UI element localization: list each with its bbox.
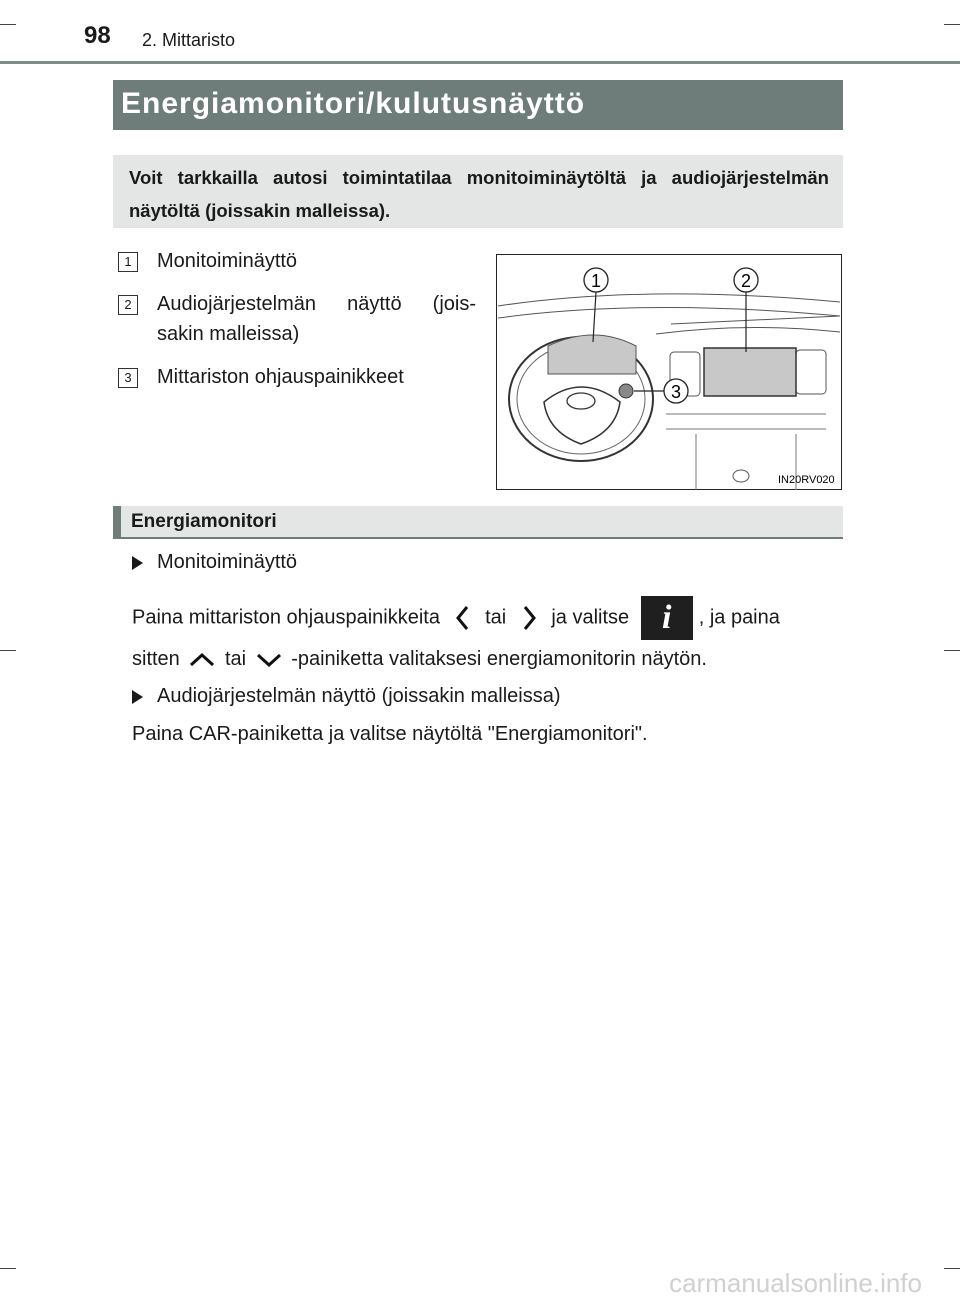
legend-number: 2 [118, 295, 138, 315]
crop-mark [944, 650, 960, 651]
info-icon: i [641, 596, 693, 640]
header-rule [0, 61, 960, 64]
callout-3: 3 [670, 382, 682, 402]
subsection-heading: Energiamonitori [113, 506, 843, 539]
para-text: Paina mittariston ohjauspainikkeita [132, 606, 440, 629]
legend-number: 1 [118, 252, 138, 272]
legend-text-cont: sakin malleissa) [157, 323, 300, 345]
chevron-up-icon [185, 649, 219, 671]
paragraph-instructions [132, 596, 780, 640]
watermark: carmanualsonline.info [669, 1268, 922, 1298]
callout-1: 1 [590, 271, 602, 291]
legend-number: 3 [118, 368, 138, 388]
paragraph-car-button: Paina CAR-painiketta ja valitse näytöltä "Energiamonitori". [132, 723, 648, 745]
bullet-audio [132, 685, 561, 708]
intro-text: Voit tarkkailla autosi toimintatilaa monitoiminäytöltä ja audiojärjestelmän näytöltä (joissakin malleissa). [129, 167, 829, 221]
figure-code: IN20RV020 [778, 474, 835, 486]
bullet-text: Audiojärjestelmän näyttö (joissakin malleissa) [157, 685, 561, 707]
para-text: tai [485, 606, 507, 629]
para-text: ja valitse [551, 606, 630, 629]
dashboard-illustration [496, 254, 842, 490]
legend-text: Monitoiminäyttö [157, 250, 298, 272]
legend-text: Audiojärjestelmän näyttö (jois- [157, 293, 476, 315]
legend-item [118, 362, 476, 392]
bullet-monitor [132, 551, 297, 574]
paragraph-instructions-cont [132, 644, 707, 674]
crop-mark [0, 650, 16, 651]
chevron-left-icon [446, 603, 480, 633]
legend-text: Mittariston ohjauspainikkeet [157, 366, 404, 388]
para-text: sitten [132, 648, 180, 670]
legend-item [118, 289, 476, 349]
callout-2: 2 [740, 271, 752, 291]
legend-item [118, 246, 476, 276]
chevron-right-icon [512, 603, 546, 633]
para-text: tai [224, 648, 247, 670]
page-number: 98 [84, 22, 111, 49]
section-label: 2. Mittaristo [142, 30, 236, 50]
bullet-arrow-icon [132, 556, 143, 570]
page-title: Energiamonitori/kulutusnäyttö [113, 80, 843, 130]
crop-mark [944, 1268, 960, 1269]
bullet-text: Monitoiminäyttö [157, 551, 298, 573]
crop-mark [0, 1268, 16, 1269]
intro-box [113, 155, 843, 228]
chevron-down-icon [252, 649, 286, 671]
crop-mark [0, 24, 16, 25]
bullet-arrow-icon [132, 690, 143, 704]
para-text: -painiketta valitaksesi energiamonitorin näytön. [291, 648, 707, 670]
crop-mark [944, 24, 960, 25]
figure-legend [118, 246, 476, 405]
para-text: , ja paina [698, 606, 780, 629]
legend-text-block [157, 289, 476, 349]
